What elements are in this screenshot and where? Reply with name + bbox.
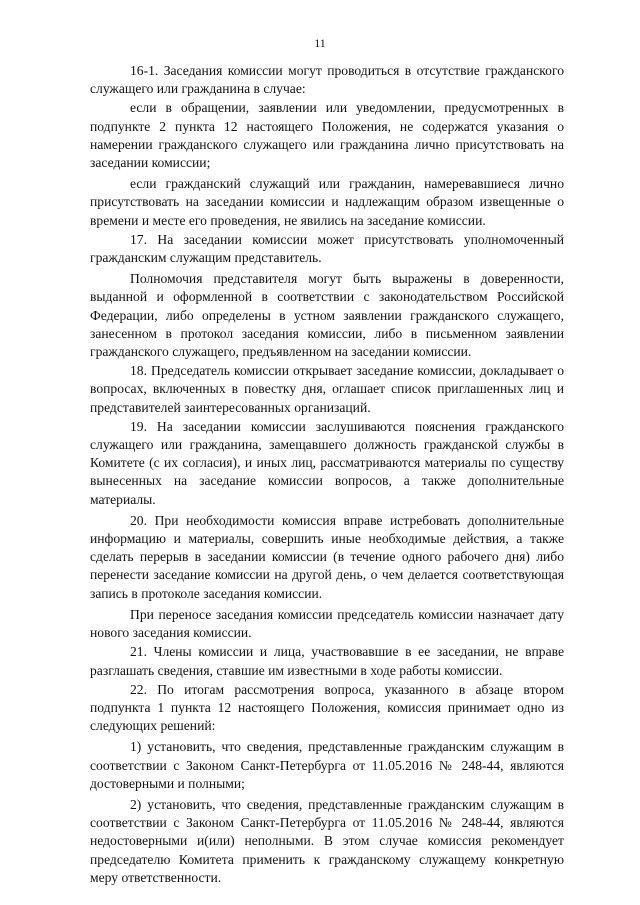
paragraph-condition-2: если гражданский служащий или гражданин, намеревавшиеся лично присутствовать на заседании комиссии и надлежащим образом извещенные о времени и месте его проведения, не явились на заседание комиссии. <box>90 176 564 228</box>
paragraph-20: 20. При необходимости комиссия вправе истребовать дополнительные информацию и материалы, совершить иные необходимые действия, а также сделать перерыв в заседании комиссии (в течение одного рабочего дня) либо перенести заседание комиссии на другой день, о чем делается соответствующая запись в протоколе заседания комиссии. <box>90 512 564 601</box>
paragraph-22: 22. По итогам рассмотрения вопроса, указанного в абзаце втором подпункта 1 пункта 12 настоящего Положения, комиссия принимает одно из следующих решений: <box>90 681 564 734</box>
document-body <box>90 62 564 888</box>
paragraph-18: 18. Председатель комиссии открывает заседание комиссии, докладывает о вопросах, включенных в повестку дня, оглашает список приглашенных лиц и представителей заинтересованных организаций. <box>90 363 564 415</box>
paragraph-decision-2: 2) установить, что сведения, представленные гражданским служащим в соответствии с Законом Санкт-Петербурга от 11.05.2016 № 248-44, являются недостоверными и(или) неполными. В этом случае комиссия рекомендует председателю Комитета применить к гражданскому служащему конкретную меру ответственности. <box>90 796 564 885</box>
paragraph-21: 21. Члены комиссии и лица, участвовавшие в ее заседании, не вправе разглашать сведения, ставшие им известными в ходе работы комиссии. <box>90 644 564 678</box>
paragraph-postponement: При переносе заседания комиссии председатель комиссии назначает дату нового заседания комиссии. <box>90 606 564 641</box>
paragraph-19: 19. На заседании комиссии заслушиваются пояснения гражданского служащего или гражданина, замещавшего должность гражданской службы в Комитете (с их согласия), и иных лиц, рассматриваются материалы по существу вынесенных на заседание комиссии вопросов, а также дополнительные материалы. <box>90 418 564 507</box>
paragraph-decision-1: 1) установить, что сведения, представленные гражданским служащим в соответствии с Законом Санкт-Петербурга от 11.05.2016 № 248-44, являются достоверными и полными; <box>90 739 564 791</box>
paragraph-condition-1: если в обращении, заявлении или уведомлении, предусмотренных в подпункте 2 пункта 12 настоящего Положения, не содержатся указания о намерении гражданского служащего или гражданина лично присутствовать на заседании комиссии; <box>90 100 564 171</box>
paragraph-representative-powers: Полномочия представителя могут быть выражены в доверенности, выданной и оформленной в соответствии с законодательством Российской Федерации, либо определены в устном заявлении гражданского служащего, занесенном в протокол заседания комиссии, либо в письменном заявлении гражданского служащего, предъявленном на заседании комиссии. <box>90 271 564 360</box>
paragraph-16-1: 16-1. Заседания комиссии могут проводиться в отсутствие гражданского служащего или гражданина в случае: <box>90 63 564 97</box>
paragraph-17: 17. На заседании комиссии может присутствовать уполномоченный гражданским служащим представитель. <box>90 231 564 266</box>
page-number: 11 <box>314 36 326 50</box>
